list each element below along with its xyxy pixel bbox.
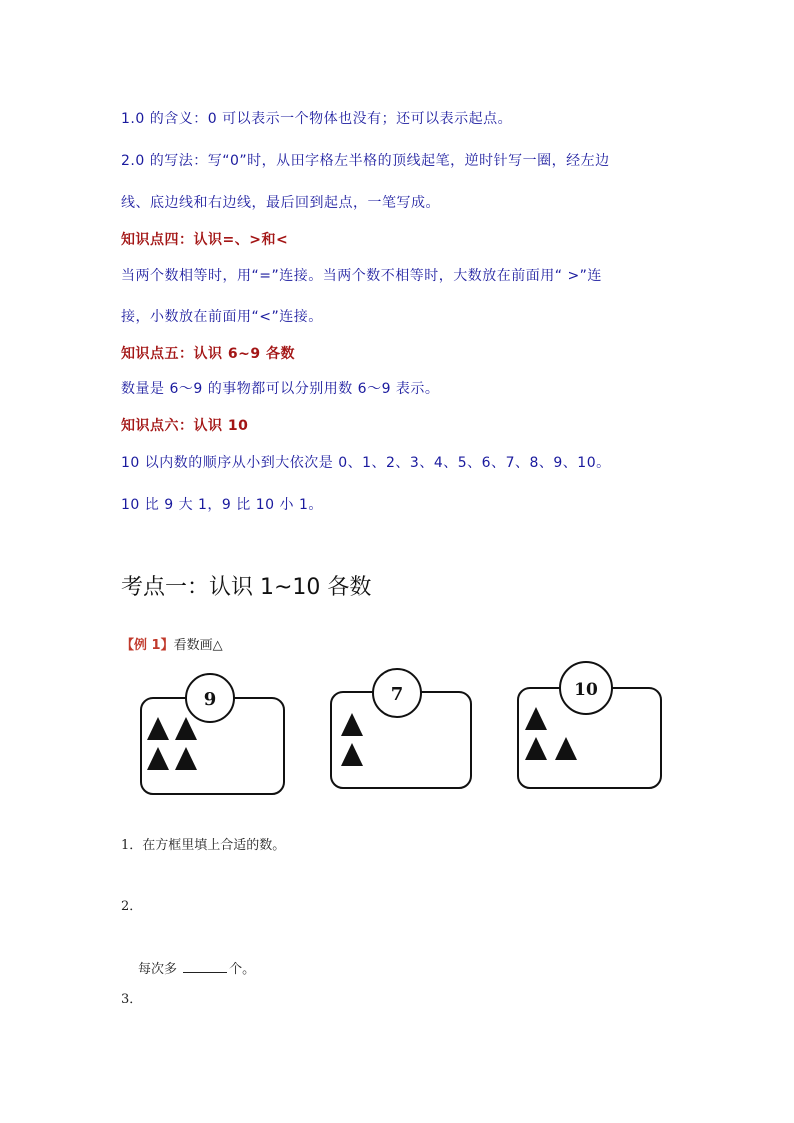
point6-title: 知识点六：认识 10 [121,418,249,434]
point5-text: 数量是 6～9 的事物都可以分别用数 6～9 表示。 [121,381,440,397]
number-box-7 [331,669,471,788]
answer-blank[interactable] [183,960,227,973]
number-box-10 [518,662,661,788]
section-heading: 考点一：认识 1~10 各数 [121,575,372,600]
triangle-icon [341,713,363,736]
triangle-icon [341,743,363,766]
knowledge-line-1: 1.0 的含义：0 可以表示一个物体也没有；还可以表示起点。 [121,111,513,127]
knowledge-line-2a: 2.0 的写法：写“0”时，从田字格左半格的顶线起笔，逆时针写一圈，经左边 [121,153,610,169]
point4-text-b: 接，小数放在前面用“<”连接。 [121,309,323,325]
question-2-prefix: 每次多 [138,962,178,977]
example-figure [138,660,678,805]
box-number: 10 [574,680,598,700]
question-1-text: 在方框里填上合适的数。 [142,838,286,853]
point4-text-a: 当两个数相等时，用“=”连接。当两个数不相等时，大数放在前面用“ >”连 [121,268,602,284]
triangle-icon [175,717,197,740]
triangle-icon [147,747,169,770]
point6-text-a: 10 以内数的顺序从小到大依次是 0、1、2、3、4、5、6、7、8、9、10。 [121,455,611,471]
question-3-number: 3． [121,992,143,1007]
box-number: 9 [203,689,217,710]
example-label [121,634,223,653]
question-2-text [138,958,255,977]
example-tag: 【例 1】 [121,638,174,653]
question-2-number: 2． [121,899,143,914]
triangle-icon [147,717,169,740]
triangle-icon [175,747,197,770]
triangle-icon [525,707,547,730]
number-box-9 [141,674,284,794]
point6-text-b: 10 比 9 大 1，9 比 10 小 1。 [121,497,323,513]
point4-title: 知识点四：认识=、>和< [121,232,289,248]
question-2-suffix: 个。 [229,962,256,977]
knowledge-line-2b: 线、底边线和右边线，最后回到起点，一笔写成。 [121,195,440,211]
question-1 [121,834,285,853]
triangle-icon [555,737,577,760]
box-number: 7 [390,684,404,705]
point5-title: 知识点五：认识 6~9 各数 [121,346,295,362]
triangle-icon [525,737,547,760]
example-instruction: 看数画△ [173,638,223,653]
question-1-number: 1． [121,838,143,853]
